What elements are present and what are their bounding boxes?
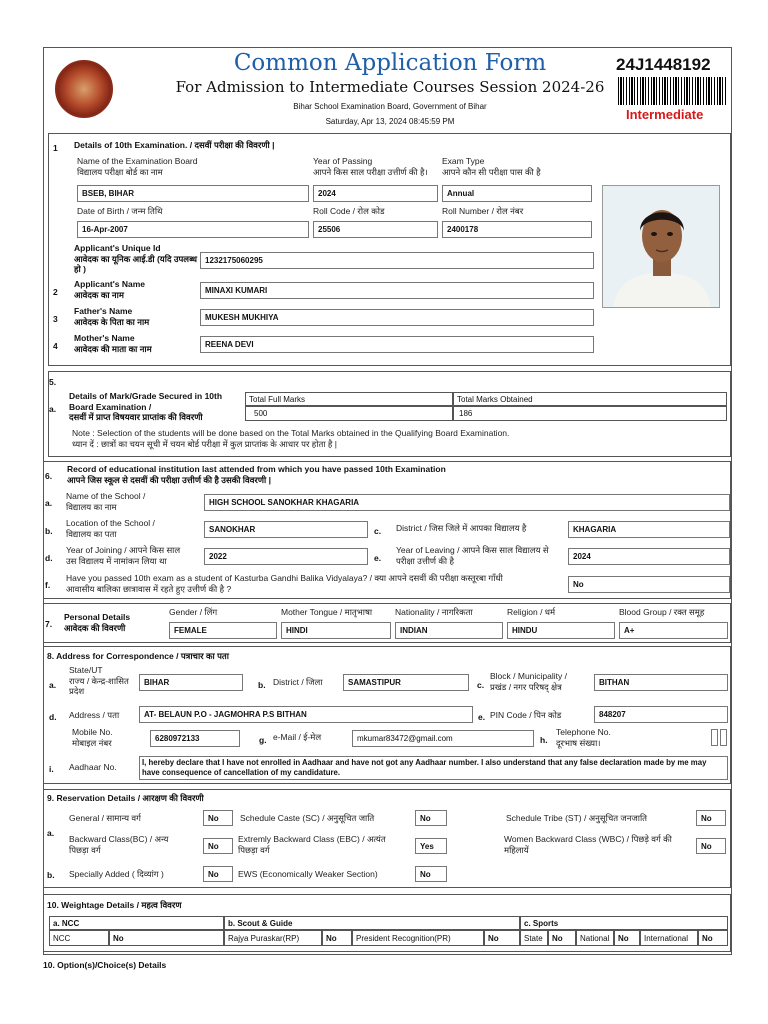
- roll-number-label: Roll Number / रोल नंबर: [442, 206, 524, 216]
- roll-code-value: 25506: [313, 221, 438, 238]
- blood-group-value: A+: [619, 622, 728, 639]
- print-datetime: Saturday, Apr 13, 2024 08:45:59 PM: [325, 117, 455, 126]
- options-heading: 10. Option(s)/Choice(s) Details: [43, 960, 167, 970]
- item-letter: i.: [49, 764, 54, 774]
- rp-label: Rajya Puraskar(RP): [224, 930, 322, 946]
- sc-label: Schedule Caste (SC) / अनुसूचित जाति: [240, 813, 375, 823]
- school-district-label: District / जिस जिले में आपका विद्यालय है: [396, 523, 527, 533]
- school-name-value: HIGH SCHOOL SANOKHAR KHAGARIA: [204, 494, 730, 511]
- ebc-label: Extremly Backward Class (EBC) / अत्यंत पिछड़ा वर्ग: [238, 834, 386, 855]
- sc-value: No: [415, 810, 447, 826]
- nationality-label: Nationality / नागरिकता: [395, 607, 473, 617]
- item-letter: d.: [49, 712, 57, 722]
- leaving-year-value: 2024: [568, 548, 730, 565]
- barcode: [618, 77, 728, 105]
- applicant-name-value: MINAXI KUMARI: [200, 282, 594, 299]
- item-letter: g.: [259, 735, 267, 745]
- form-subtitle: For Admission to Intermediate Courses Session 2024-26: [175, 78, 605, 96]
- state-value: BIHAR: [139, 674, 243, 691]
- item-letter: b.: [258, 680, 266, 690]
- school-location-label: Location of the School / विद्यालय का पता: [66, 518, 155, 539]
- exam-type-value: Annual: [442, 185, 592, 202]
- district-label: District / जिला: [273, 677, 323, 687]
- section-number: 1: [53, 143, 58, 153]
- state-label: State/UT राज्य / केन्द्र-शासित प्रदेश: [69, 665, 129, 697]
- religion-label: Religion / धर्म: [507, 607, 556, 617]
- school-location-value: SANOKHAR: [204, 521, 368, 538]
- district-value: SAMASTIPUR: [343, 674, 469, 691]
- mother-name-label: Mother's Name आवेदक की माता का नाम: [74, 333, 152, 354]
- specially-added-label: Specially Added ( दिव्यांग ): [69, 869, 164, 879]
- unique-id-label: Applicant's Unique Id आवेदक का यूनिक आई.डी (यदि उपलब्ध हो ): [74, 243, 197, 275]
- marks-label: Details of Mark/Grade Secured in 10th Board Examination / दसवीं में प्राप्त विषयवार प्राप्तांक की विवरणी: [69, 391, 223, 423]
- item-letter: b.: [47, 870, 55, 880]
- bc-value: No: [203, 838, 233, 854]
- rp-value: No: [322, 930, 352, 946]
- address-section-title: 8. Address for Correspondence / पत्राचार का पता: [47, 651, 229, 661]
- aadhaar-declaration: I, hereby declare that I have not enrolled in Aadhaar and have not got any Aadhaar number. I also understand that any false declaration made by me may have consequence of cancellation of my candidature.: [139, 756, 728, 780]
- block-label: Block / Municipality / प्रखंड / नगर परिषद् क्षेत्र: [490, 671, 567, 692]
- scout-header: b. Scout & Guide: [224, 916, 520, 930]
- unique-id-value: 1232175060295: [200, 252, 594, 269]
- gender-value: FEMALE: [169, 622, 277, 639]
- item-number: 4: [53, 341, 58, 351]
- sports-header: c. Sports: [520, 916, 728, 930]
- religion-value: HINDU: [507, 622, 615, 639]
- mobile-value: 6280972133: [150, 730, 240, 747]
- kgbv-value: No: [568, 576, 730, 593]
- nationality-value: INDIAN: [395, 622, 503, 639]
- telephone-box-2: [720, 729, 727, 746]
- st-value: No: [696, 810, 726, 826]
- item-letter: d.: [45, 553, 53, 563]
- section-title: Details of 10th Examination. / दसवीं परीक्षा की विवरणी |: [74, 140, 275, 150]
- dob-value: 16-Apr-2007: [77, 221, 309, 238]
- item-letter: h.: [540, 735, 548, 745]
- address-label: Address / पता: [69, 710, 120, 720]
- blood-group-label: Blood Group / रक्त समूह: [619, 607, 705, 617]
- gender-label: Gender / लिंग: [169, 607, 218, 617]
- mother-tongue-value: HINDI: [281, 622, 391, 639]
- item-letter: a.: [49, 680, 57, 690]
- telephone-box-1: [711, 729, 718, 746]
- wbc-value: No: [696, 838, 726, 854]
- father-name-label: Father's Name आवेदक के पिता का नाम: [74, 306, 150, 327]
- item-letter: e.: [478, 712, 486, 722]
- sports-international-label: International: [640, 930, 698, 946]
- father-name-value: MUKESH MUKHIYA: [200, 309, 594, 326]
- joining-year-label: Year of Joining / आपने किस साल उस विद्यालय में नामांकन लिया था: [66, 545, 181, 566]
- application-number: 24J1448192: [616, 55, 711, 74]
- pin-label: PIN Code / पिन कोड: [490, 710, 562, 720]
- weightage-section-title: 10. Weightage Details / महत्व विवरण: [47, 900, 182, 910]
- pin-value: 848207: [594, 706, 728, 723]
- bseb-logo: [55, 60, 113, 118]
- school-section-title: Record of educational institution last attended from which you have passed 10th Examination आपने जिस स्कूल से दसवीं की परीक्षा उत्तीर्ण की है उसकी विवरणी |: [67, 464, 446, 485]
- ncc-value: No: [109, 930, 224, 946]
- roll-number-value: 2400178: [442, 221, 592, 238]
- item-letter: f.: [45, 580, 51, 590]
- stream-label: Intermediate: [626, 107, 704, 122]
- applicant-photo: [602, 185, 720, 308]
- item-letter: a.: [45, 498, 53, 508]
- section-number: 6.: [45, 471, 53, 481]
- item-letter: c.: [374, 526, 382, 536]
- dob-label: Date of Birth / जन्म तिथि: [77, 206, 163, 216]
- item-letter: b.: [45, 526, 53, 536]
- year-passing-value: 2024: [313, 185, 438, 202]
- mobile-label: Mobile No. मोबाइल नंबर: [72, 727, 113, 748]
- sports-national-label: National: [576, 930, 614, 946]
- board-name: Bihar School Examination Board, Government of Bihar: [293, 102, 487, 111]
- personal-details-title: Personal Details आवेदक की विवरणी: [64, 612, 131, 633]
- st-label: Schedule Tribe (ST) / अनुसूचित जनजाति: [506, 813, 648, 823]
- reservation-section-title: 9. Reservation Details / आरक्षण की विवरणी: [47, 793, 204, 803]
- item-letter: c.: [477, 680, 485, 690]
- ews-value: No: [415, 866, 447, 882]
- ebc-value: Yes: [415, 838, 447, 854]
- item-letter: a.: [47, 828, 55, 838]
- year-passing-label: Year of Passing आपने किस साल परीक्षा उत्तीर्ण की है।: [313, 156, 428, 177]
- item-letter: e.: [374, 553, 382, 563]
- applicant-name-label: Applicant's Name आवेदक का नाम: [74, 279, 145, 300]
- obtained-marks-value: 186: [453, 406, 727, 421]
- board-label: Name of the Examination Board विद्यालय परीक्षा बोर्ड का नाम: [77, 156, 198, 177]
- email-value: mkumar83472@gmail.com: [352, 730, 534, 747]
- board-value: BSEB, BIHAR: [77, 185, 309, 202]
- mother-tongue-label: Mother Tongue / मातृभाषा: [281, 607, 373, 617]
- ncc-header: a. NCC: [49, 916, 224, 930]
- general-label: General / सामान्य वर्ग: [69, 813, 141, 823]
- telephone-label: Telephone No. दूरभाष संख्या।: [556, 727, 611, 748]
- address-value: AT- BELAUN P.O - JAGMOHRA P.S BITHAN: [139, 706, 473, 723]
- specially-added-value: No: [203, 866, 233, 882]
- pr-label: President Recognition(PR): [352, 930, 484, 946]
- block-value: BITHAN: [594, 674, 728, 691]
- item-number: 3: [53, 314, 58, 324]
- section-number: 5.: [49, 377, 57, 387]
- joining-year-value: 2022: [204, 548, 368, 565]
- general-value: No: [203, 810, 233, 826]
- school-name-label: Name of the School / विद्यालय का नाम: [66, 491, 146, 512]
- ncc-label: NCC: [49, 930, 109, 946]
- ews-label: EWS (Economically Weaker Section): [238, 869, 378, 879]
- obtained-marks-header: Total Marks Obtained: [453, 392, 727, 406]
- selection-note: Note : Selection of the students will be done based on the Total Marks obtained in the Qualifying Board Examination.: [72, 428, 510, 438]
- sports-state-value: No: [548, 930, 576, 946]
- sports-state-label: State: [520, 930, 548, 946]
- section-number: 7.: [45, 619, 53, 629]
- item-letter: a.: [49, 404, 57, 414]
- email-label: e-Mail / ई-मेल: [273, 732, 322, 742]
- full-marks-header: Total Full Marks: [245, 392, 453, 406]
- sports-international-value: No: [698, 930, 728, 946]
- exam-type-label: Exam Type आपने कौन सी परीक्षा पास की है: [442, 156, 541, 177]
- item-number: 2: [53, 287, 58, 297]
- sports-national-value: No: [614, 930, 640, 946]
- school-district-value: KHAGARIA: [568, 521, 730, 538]
- aadhaar-label: Aadhaar No.: [69, 762, 117, 772]
- full-marks-value: 500: [245, 406, 453, 421]
- kgbv-question: Have you passed 10th exam as a student of Kasturba Gandhi Balika Vidyalaya? / क्या आपने दसवीं की परीक्षा कस्तूरबा गाँधी आवासीय बालिका छात्रावास में रहते हुए उत्तीर्ण की है ?: [66, 573, 503, 594]
- form-title: Common Application Form: [233, 50, 547, 76]
- mother-name-value: REENA DEVI: [200, 336, 594, 353]
- leaving-year-label: Year of Leaving / आपने किस साल विद्यालय से परीक्षा उत्तीर्ण की है: [396, 545, 549, 566]
- roll-code-label: Roll Code / रोल कोड: [313, 206, 385, 216]
- selection-note-hindi: ध्यान दें : छात्रों का चयन सूची में चयन बोर्ड परीक्षा में कुल प्राप्तांक के आधार पर होता है |: [72, 439, 338, 449]
- bc-label: Backward Class(BC) / अन्य पिछड़ा वर्ग: [69, 834, 169, 855]
- pr-value: No: [484, 930, 520, 946]
- wbc-label: Women Backward Class (WBC) / पिछड़े वर्ग की महिलायें: [504, 834, 672, 855]
